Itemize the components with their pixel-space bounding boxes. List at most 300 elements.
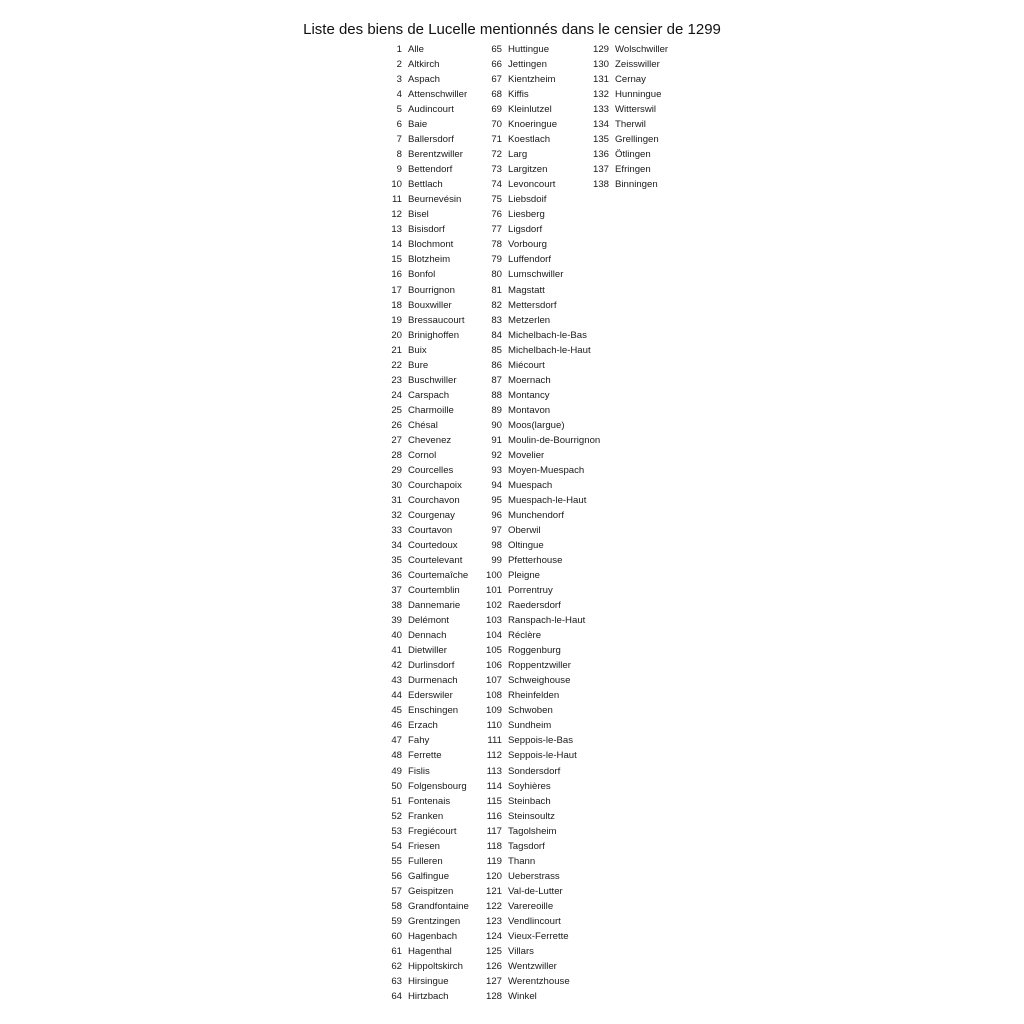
list-item (484, 944, 600, 959)
list-item (484, 72, 600, 87)
item-name: Tagolsheim (508, 825, 557, 837)
item-name: Courchavon (408, 494, 460, 506)
item-number: 82 (491, 299, 502, 311)
list-item (386, 869, 469, 884)
list-item (386, 824, 469, 839)
item-number: 93 (491, 464, 502, 476)
item-number: 99 (491, 555, 502, 567)
item-name: Grentzingen (408, 915, 461, 927)
list-item (484, 493, 600, 508)
item-name: Rheinfelden (508, 690, 560, 702)
list-item (484, 267, 600, 282)
item-name: Fislis (408, 765, 430, 777)
item-number: 51 (391, 795, 402, 807)
item-number: 29 (391, 464, 402, 476)
list-item (588, 162, 668, 177)
item-number: 109 (485, 705, 502, 717)
item-number: 135 (592, 134, 609, 146)
list-item (484, 538, 600, 553)
item-name: Hirsingue (408, 975, 449, 987)
item-name: Steinbach (508, 795, 551, 807)
item-number: 73 (491, 164, 502, 176)
item-name: Chevenez (408, 434, 452, 446)
item-number: 50 (391, 780, 402, 792)
list-item (386, 914, 469, 929)
list-item (386, 418, 469, 433)
item-number: 137 (592, 164, 609, 176)
item-number: 77 (491, 224, 502, 236)
list-item (484, 418, 600, 433)
item-number: 125 (485, 945, 502, 957)
item-number: 30 (391, 479, 402, 491)
list-item (386, 42, 469, 57)
item-number: 130 (592, 59, 609, 71)
item-number: 115 (486, 795, 502, 807)
item-number: 120 (485, 870, 502, 882)
list-item (484, 583, 600, 598)
list-item (386, 117, 469, 132)
item-number: 83 (491, 314, 502, 326)
item-number: 32 (391, 509, 402, 521)
item-name: Buschwiller (408, 374, 457, 386)
item-name: Bisel (408, 209, 429, 221)
list-item (484, 523, 600, 538)
item-name: Friesen (408, 840, 440, 852)
list-item (386, 538, 469, 553)
item-name: Altkirch (408, 59, 440, 71)
list-item (484, 388, 600, 403)
list-column-3 (588, 42, 668, 192)
list-item (484, 132, 600, 147)
item-name: Bourrignon (408, 284, 455, 296)
item-name: Ranspach-le-Haut (508, 615, 586, 627)
list-item (484, 207, 600, 222)
item-name: Buix (408, 344, 427, 356)
list-item (484, 568, 600, 583)
item-number: 80 (491, 269, 502, 281)
list-item (386, 358, 469, 373)
item-name: Sundheim (508, 720, 552, 732)
item-name: Movelier (508, 449, 545, 461)
list-item (386, 373, 469, 388)
item-name: Charmoille (408, 404, 454, 416)
item-name: Kleinlutzel (508, 104, 552, 116)
item-number: 131 (592, 74, 609, 86)
list-item (484, 298, 600, 313)
list-item (386, 553, 469, 568)
item-name: Vendlincourt (508, 915, 561, 927)
item-name: Muespach (508, 479, 553, 491)
item-name: Audincourt (408, 104, 454, 116)
list-item (484, 809, 600, 824)
item-name: Fontenais (408, 795, 451, 807)
list-item (484, 959, 600, 974)
item-number: 45 (391, 705, 402, 717)
item-number: 87 (491, 374, 502, 386)
list-item (484, 553, 600, 568)
list-item (588, 87, 668, 102)
item-name: Dietwiller (408, 645, 447, 657)
item-name: Grandfontaine (408, 900, 469, 912)
item-number: 113 (486, 765, 502, 777)
item-number: 121 (485, 885, 502, 897)
item-name: Liebsdoif (508, 194, 547, 206)
item-number: 61 (391, 945, 402, 957)
item-number: 52 (391, 810, 402, 822)
item-number: 21 (391, 344, 402, 356)
item-name: Courtemaîche (408, 570, 469, 582)
item-number: 128 (485, 990, 502, 1002)
item-number: 66 (491, 59, 502, 71)
item-number: 116 (486, 810, 502, 822)
item-name: Werentzhouse (508, 975, 570, 987)
list-item (484, 343, 600, 358)
item-name: Ferrette (408, 750, 442, 762)
list-item (484, 237, 600, 252)
list-item (484, 989, 600, 1004)
list-item (484, 703, 600, 718)
item-number: 104 (485, 630, 502, 642)
item-name: Courtemblin (408, 585, 460, 597)
list-item (386, 884, 469, 899)
item-name: Luffendorf (508, 254, 552, 266)
item-number: 124 (485, 930, 502, 942)
item-number: 16 (391, 269, 402, 281)
item-name: Carspach (408, 389, 450, 401)
item-name: Bettlach (408, 179, 443, 191)
item-name: Bure (408, 359, 429, 371)
list-item (484, 628, 600, 643)
list-item (386, 147, 469, 162)
item-name: Schwoben (508, 705, 553, 717)
list-item (484, 884, 600, 899)
item-number: 85 (491, 344, 502, 356)
list-item (484, 508, 600, 523)
item-name: Cornol (408, 449, 437, 461)
item-name: Courtelevant (408, 555, 463, 567)
list-item (386, 959, 469, 974)
list-item (386, 192, 469, 207)
item-number: 74 (491, 179, 502, 191)
item-number: 138 (592, 179, 609, 191)
item-number: 44 (391, 690, 402, 702)
item-name: Courcelles (408, 464, 454, 476)
list-item (484, 673, 600, 688)
list-item (386, 267, 469, 282)
list-column-2 (484, 42, 600, 1004)
item-name: Sondersdorf (508, 765, 561, 777)
item-name: Berentzwiller (408, 149, 463, 161)
item-name: Levoncourt (508, 179, 556, 191)
item-number: 79 (491, 254, 502, 266)
list-item (588, 57, 668, 72)
list-item (484, 658, 600, 673)
item-name: Koestlach (508, 134, 551, 146)
item-number: 132 (592, 89, 609, 101)
item-number: 46 (391, 720, 402, 732)
item-number: 13 (391, 224, 402, 236)
list-item (484, 192, 600, 207)
list-item (484, 147, 600, 162)
item-name: Geispitzen (408, 885, 454, 897)
item-number: 37 (391, 585, 402, 597)
item-name: Muespach-le-Haut (508, 494, 587, 506)
item-name: Kiffis (508, 89, 529, 101)
item-number: 123 (485, 915, 502, 927)
item-name: Efringen (615, 164, 651, 176)
list-item (484, 448, 600, 463)
item-number: 11 (392, 194, 402, 206)
item-name: Soyhières (508, 780, 551, 792)
item-number: 75 (491, 194, 502, 206)
item-name: Zeisswiller (615, 59, 660, 71)
item-number: 9 (396, 164, 402, 176)
item-number: 114 (486, 780, 502, 792)
item-number: 65 (491, 44, 502, 55)
item-name: Moernach (508, 374, 551, 386)
item-number: 98 (491, 540, 502, 552)
list-item (484, 764, 600, 779)
list-item (386, 222, 469, 237)
item-name: Erzach (408, 720, 438, 732)
item-name: Durmenach (408, 675, 458, 687)
list-item (484, 914, 600, 929)
item-name: Magstatt (508, 284, 545, 296)
item-number: 89 (491, 404, 502, 416)
item-name: Fahy (408, 735, 430, 747)
list-item (484, 358, 600, 373)
list-item (588, 42, 668, 57)
item-number: 95 (491, 494, 502, 506)
item-number: 27 (391, 434, 402, 446)
item-name: Blotzheim (408, 254, 451, 266)
item-name: Grellingen (615, 134, 659, 146)
item-name: Mettersdorf (508, 299, 557, 311)
list-item (484, 328, 600, 343)
item-number: 1 (396, 44, 402, 55)
list-item (386, 583, 469, 598)
item-number: 6 (396, 119, 402, 131)
item-number: 97 (491, 525, 502, 536)
list-item (484, 794, 600, 809)
list-item (386, 718, 469, 733)
item-number: 78 (491, 239, 502, 251)
item-number: 90 (491, 419, 502, 431)
item-name: Blochmont (408, 239, 454, 251)
item-name: Jettingen (508, 59, 547, 71)
item-name: Galfingue (408, 870, 450, 882)
list-item (484, 643, 600, 658)
item-name: Chésal (408, 419, 438, 431)
item-number: 25 (391, 404, 402, 416)
item-number: 103 (485, 615, 502, 627)
item-number: 118 (486, 840, 502, 852)
list-item (386, 298, 469, 313)
item-number: 100 (485, 570, 502, 582)
list-item (386, 703, 469, 718)
item-name: Hippoltskirch (408, 960, 463, 972)
item-name: Aspach (408, 74, 440, 86)
item-name: Moyen-Muespach (508, 464, 585, 476)
list-item (484, 824, 600, 839)
item-number: 62 (391, 960, 402, 972)
item-name: Hagenbach (408, 930, 458, 942)
list-item (484, 598, 600, 613)
list-item (386, 779, 469, 794)
item-name: Wolschwiller (615, 44, 669, 55)
item-number: 54 (391, 840, 402, 852)
list-item (484, 433, 600, 448)
item-number: 96 (491, 509, 502, 521)
item-name: Folgensbourg (408, 780, 467, 792)
list-item (484, 478, 600, 493)
list-item (588, 147, 668, 162)
list-item (484, 177, 600, 192)
item-number: 60 (391, 930, 402, 942)
item-number: 43 (391, 675, 402, 687)
item-number: 3 (396, 74, 402, 86)
list-item (484, 929, 600, 944)
item-name: Vieux-Ferrette (508, 930, 569, 942)
item-number: 41 (391, 645, 402, 657)
list-item (484, 222, 600, 237)
item-name: Ötlingen (615, 149, 651, 161)
item-number: 108 (485, 690, 502, 702)
item-number: 14 (391, 239, 402, 251)
item-name: Ligsdorf (508, 224, 543, 236)
item-name: Ederswiler (408, 690, 453, 702)
list-item (386, 57, 469, 72)
item-name: Liesberg (508, 209, 545, 221)
item-number: 71 (491, 134, 502, 146)
item-name: Montavon (508, 404, 551, 416)
list-item (386, 944, 469, 959)
list-item (386, 748, 469, 763)
list-item (386, 613, 469, 628)
item-number: 63 (391, 975, 402, 987)
item-name: Roggenburg (508, 645, 561, 657)
item-number: 133 (592, 104, 609, 116)
item-name: Binningen (615, 179, 658, 191)
item-name: Fregiécourt (408, 825, 457, 837)
item-number: 102 (485, 600, 502, 612)
item-name: Réclère (508, 630, 542, 642)
item-number: 68 (491, 89, 502, 101)
list-item (484, 162, 600, 177)
list-item (484, 718, 600, 733)
item-name: Courchapoix (408, 479, 462, 491)
item-number: 31 (391, 494, 402, 506)
item-number: 36 (391, 570, 402, 582)
item-name: Franken (408, 810, 444, 822)
item-name: Beurnevésin (408, 194, 462, 206)
list-item (386, 658, 469, 673)
item-number: 64 (391, 990, 402, 1002)
item-number: 67 (491, 74, 502, 86)
item-number: 24 (391, 389, 402, 401)
list-item (484, 839, 600, 854)
list-item (386, 433, 469, 448)
item-number: 12 (391, 209, 402, 221)
item-name: Dennach (408, 630, 447, 642)
list-item (386, 313, 469, 328)
item-name: Courgenay (408, 509, 455, 521)
list-item (484, 733, 600, 748)
list-item (484, 869, 600, 884)
item-name: Michelbach-le-Bas (508, 329, 587, 341)
list-item (588, 72, 668, 87)
list-item (484, 87, 600, 102)
item-name: Baie (408, 119, 428, 131)
list-item (484, 748, 600, 763)
item-number: 35 (391, 555, 402, 567)
item-name: Munchendorf (508, 509, 564, 521)
list-item (386, 688, 469, 703)
item-number: 110 (486, 720, 502, 732)
item-number: 55 (391, 855, 402, 867)
item-name: Schweighouse (508, 675, 571, 687)
list-item (386, 177, 469, 192)
item-number: 129 (592, 44, 609, 55)
list-item (386, 899, 469, 914)
item-number: 56 (391, 870, 402, 882)
list-item (484, 313, 600, 328)
item-number: 2 (396, 59, 402, 71)
item-number: 17 (391, 284, 402, 296)
item-name: Val-de-Lutter (508, 885, 563, 897)
item-name: Cernay (615, 74, 646, 86)
list-item (386, 733, 469, 748)
list-item (386, 794, 469, 809)
item-name: Largitzen (508, 164, 548, 176)
item-name: Vorbourg (508, 239, 547, 251)
item-number: 57 (391, 885, 402, 897)
item-name: Bouxwiller (408, 299, 452, 311)
item-number: 10 (391, 179, 402, 191)
list-item (484, 854, 600, 869)
item-number: 15 (391, 254, 402, 266)
item-name: Witterswil (615, 104, 657, 116)
item-name: Delémont (408, 615, 450, 627)
item-number: 72 (491, 149, 502, 161)
item-name: Therwil (615, 119, 646, 131)
item-name: Bressaucourt (408, 314, 465, 326)
item-number: 117 (486, 825, 502, 837)
list-item (386, 343, 469, 358)
item-number: 112 (486, 750, 502, 762)
list-item (484, 252, 600, 267)
list-item (484, 974, 600, 989)
list-item (484, 57, 600, 72)
item-number: 38 (391, 600, 402, 612)
item-number: 33 (391, 525, 402, 536)
list-item (386, 87, 469, 102)
list-item (588, 102, 668, 117)
list-item (386, 237, 469, 252)
item-name: Tagsdorf (508, 840, 545, 852)
list-item (386, 252, 469, 267)
item-name: Hunningue (615, 89, 662, 101)
item-name: Oberwil (508, 525, 541, 536)
item-number: 101 (485, 585, 502, 597)
list-item (386, 929, 469, 944)
item-number: 69 (491, 104, 502, 116)
list-item (386, 463, 469, 478)
item-number: 86 (491, 359, 502, 371)
list-item (484, 899, 600, 914)
list-item (386, 643, 469, 658)
list-item (484, 463, 600, 478)
